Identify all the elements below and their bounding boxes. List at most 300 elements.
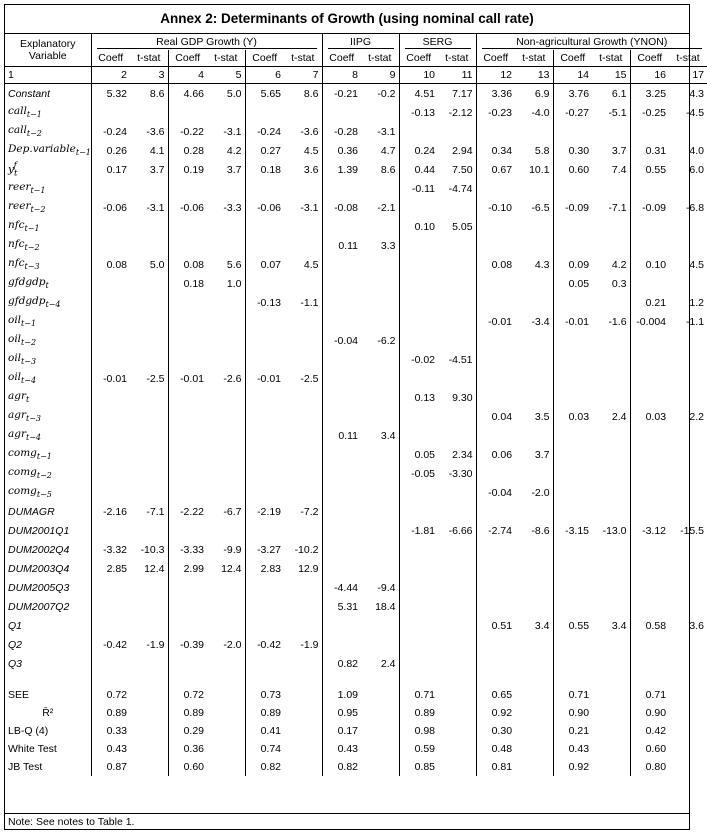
value-cell <box>515 274 553 293</box>
table-row <box>5 464 707 483</box>
value-cell <box>130 521 168 540</box>
value-cell: 0.31 <box>630 141 669 160</box>
value-cell <box>515 331 553 350</box>
value-cell <box>476 293 515 312</box>
value-cell <box>630 559 669 578</box>
value-cell: -0.2 <box>377 87 396 100</box>
value-cell <box>322 521 361 540</box>
table-row <box>5 236 707 255</box>
value-cell <box>130 179 168 198</box>
value-cell <box>91 654 130 673</box>
stat-label: White Test <box>8 743 57 755</box>
value-cell: -6.7 <box>223 505 242 518</box>
value-cell <box>91 293 130 312</box>
value-cell: 0.10 <box>399 217 438 236</box>
value-cell <box>284 217 322 236</box>
value-cell: 4.0 <box>689 144 705 157</box>
table-row <box>5 388 707 407</box>
value-cell <box>630 274 669 293</box>
value-cell <box>130 597 168 616</box>
stat-row <box>5 758 707 776</box>
value-cell <box>245 274 284 293</box>
stat-value-cell: 0.92 <box>476 704 515 722</box>
value-cell: 0.13 <box>399 388 438 407</box>
table-title: Annex 2: Determinants of Growth (using nominal call rate) <box>5 5 689 34</box>
table-row <box>5 160 707 179</box>
stat-value-cell: 0.29 <box>168 722 207 740</box>
value-cell: -0.22 <box>168 122 207 141</box>
value-cell: 2.83 <box>245 559 284 578</box>
subheader-cell: Coeff <box>630 50 669 67</box>
value-cell <box>130 578 168 597</box>
stat-value-cell: 0.59 <box>399 740 438 758</box>
value-cell <box>592 502 630 521</box>
value-cell: 5.0 <box>149 258 165 271</box>
table-row <box>5 502 707 521</box>
value-cell <box>322 540 361 559</box>
value-cell: 6.9 <box>534 87 550 100</box>
subheader-cell: Coeff <box>245 50 284 67</box>
value-cell <box>207 521 245 540</box>
value-cell <box>438 122 476 141</box>
subheader-cell: t-stat <box>284 50 322 67</box>
value-cell: -3.32 <box>91 540 130 559</box>
value-cell: -2.19 <box>245 502 284 521</box>
stat-value-cell: 0.43 <box>322 740 361 758</box>
row-label: call$_{t-1}$ <box>8 105 42 120</box>
group-header-row <box>5 34 707 50</box>
stat-value-cell: 0.82 <box>322 758 361 776</box>
subheader-cell: t-stat <box>592 50 630 67</box>
stat-value-cell: 0.72 <box>168 686 207 704</box>
value-cell <box>669 597 707 616</box>
column-number-cell: 17 <box>669 67 707 84</box>
value-cell: -0.06 <box>245 198 284 217</box>
stat-value-cell: 0.87 <box>91 758 130 776</box>
group-serg: SERG <box>399 34 476 50</box>
value-cell <box>91 578 130 597</box>
value-cell <box>168 597 207 616</box>
value-cell: -0.01 <box>168 369 207 388</box>
row-label: Q3 <box>8 657 23 670</box>
subheader-cell: Coeff <box>476 50 515 67</box>
column-number-cell: 7 <box>284 67 322 84</box>
row-label: oil$_{t-2}$ <box>8 333 37 348</box>
value-cell: 0.26 <box>91 141 130 160</box>
value-cell <box>130 445 168 464</box>
value-cell: 4.2 <box>611 258 627 271</box>
value-cell <box>438 578 476 597</box>
value-cell <box>399 369 438 388</box>
value-cell: -3.15 <box>553 521 592 540</box>
value-cell: -4.5 <box>685 106 705 119</box>
value-cell <box>168 445 207 464</box>
value-cell: -3.27 <box>245 540 284 559</box>
value-cell: -3.12 <box>630 521 669 540</box>
value-cell <box>207 464 245 483</box>
table-row <box>5 350 707 369</box>
value-cell: 9.30 <box>452 391 473 404</box>
value-cell <box>130 312 168 331</box>
value-cell: -2.1 <box>377 201 396 214</box>
value-cell <box>553 483 592 502</box>
stat-value-cell: 0.81 <box>476 758 515 776</box>
value-cell <box>361 350 399 369</box>
value-cell <box>515 217 553 236</box>
stat-value-cell: 0.33 <box>91 722 130 740</box>
value-cell <box>476 388 515 407</box>
value-cell <box>130 217 168 236</box>
value-cell <box>130 388 168 407</box>
value-cell <box>130 350 168 369</box>
value-cell <box>361 179 399 198</box>
value-cell <box>592 350 630 369</box>
value-cell: 3.3 <box>380 239 396 252</box>
row-label: nfc$_{t-3}$ <box>8 257 40 272</box>
stat-value-cell: 0.71 <box>553 686 592 704</box>
value-cell <box>553 122 592 141</box>
column-number-cell: 12 <box>476 67 515 84</box>
value-cell <box>592 578 630 597</box>
value-cell: 4.66 <box>168 84 207 104</box>
value-cell <box>245 179 284 198</box>
value-cell: 0.09 <box>553 255 592 274</box>
row-label: $y_t^f$ <box>8 160 18 179</box>
value-cell: -0.02 <box>399 350 438 369</box>
value-cell <box>669 483 707 502</box>
value-cell <box>130 464 168 483</box>
table-row <box>5 426 707 445</box>
value-cell <box>669 350 707 369</box>
value-cell <box>245 464 284 483</box>
value-cell <box>284 426 322 445</box>
value-cell: -3.1 <box>223 125 242 138</box>
value-cell: 0.3 <box>611 277 627 290</box>
value-cell <box>553 369 592 388</box>
value-cell: 0.11 <box>322 426 361 445</box>
subheader-cell: Coeff <box>553 50 592 67</box>
value-cell <box>91 483 130 502</box>
value-cell: -2.5 <box>300 372 319 385</box>
table-row <box>5 407 707 426</box>
value-cell <box>322 274 361 293</box>
value-cell: 3.36 <box>476 84 515 104</box>
value-cell: 2.34 <box>452 448 473 461</box>
value-cell <box>515 540 553 559</box>
stat-value-cell: 0.72 <box>91 686 130 704</box>
value-cell <box>207 312 245 331</box>
value-cell <box>399 255 438 274</box>
value-cell <box>553 597 592 616</box>
value-cell <box>361 445 399 464</box>
value-cell <box>592 217 630 236</box>
value-cell <box>399 331 438 350</box>
table-row <box>5 198 707 217</box>
row-label: Constant <box>8 87 51 100</box>
value-cell: 4.7 <box>380 144 396 157</box>
value-cell <box>361 521 399 540</box>
value-cell: -2.6 <box>223 372 242 385</box>
value-cell: 0.27 <box>245 141 284 160</box>
value-cell <box>669 388 707 407</box>
value-cell: -0.01 <box>245 369 284 388</box>
value-cell <box>630 540 669 559</box>
value-cell: 0.05 <box>553 274 592 293</box>
value-cell <box>630 635 669 654</box>
value-cell: 3.7 <box>149 163 165 176</box>
value-cell: -0.05 <box>399 464 438 483</box>
value-cell: 0.03 <box>630 407 669 426</box>
value-cell <box>476 179 515 198</box>
value-cell: 3.5 <box>534 410 550 423</box>
value-cell <box>669 426 707 445</box>
value-cell: 0.07 <box>245 255 284 274</box>
value-cell <box>168 521 207 540</box>
value-cell: -15.5 <box>680 524 705 537</box>
value-cell: 0.55 <box>553 616 592 635</box>
value-cell <box>592 445 630 464</box>
value-cell <box>245 521 284 540</box>
value-cell <box>322 179 361 198</box>
subheader-row <box>5 50 707 67</box>
stat-value-cell: 0.74 <box>245 740 284 758</box>
value-cell: -1.9 <box>146 638 165 651</box>
value-cell: 18.4 <box>375 600 396 613</box>
value-cell: -1.1 <box>300 296 319 309</box>
value-cell: 0.03 <box>553 407 592 426</box>
value-cell <box>669 122 707 141</box>
value-cell: -1.81 <box>399 521 438 540</box>
value-cell <box>361 312 399 331</box>
row-label: comg$_{t-1}$ <box>8 447 52 462</box>
value-cell <box>438 369 476 388</box>
value-cell: -7.1 <box>146 505 165 518</box>
value-cell: 3.4 <box>534 619 550 632</box>
value-cell <box>669 179 707 198</box>
stat-value-cell: 0.60 <box>630 740 669 758</box>
value-cell <box>322 255 361 274</box>
column-number-cell: 4 <box>168 67 207 84</box>
value-cell <box>284 483 322 502</box>
value-cell: 0.18 <box>168 274 207 293</box>
value-cell <box>553 217 592 236</box>
value-cell <box>438 654 476 673</box>
value-cell <box>207 483 245 502</box>
value-cell: 0.06 <box>476 445 515 464</box>
subheader-cell: Coeff <box>399 50 438 67</box>
stat-label: SEE <box>8 689 30 701</box>
value-cell: -0.24 <box>91 122 130 141</box>
value-cell <box>168 483 207 502</box>
value-cell <box>207 179 245 198</box>
table-row <box>5 559 707 578</box>
value-cell <box>438 312 476 331</box>
row-label: DUM2002Q4 <box>8 543 70 556</box>
value-cell <box>553 464 592 483</box>
value-cell <box>592 540 630 559</box>
value-cell <box>630 578 669 597</box>
value-cell <box>399 483 438 502</box>
value-cell: -0.06 <box>91 198 130 217</box>
value-cell <box>322 483 361 502</box>
column-number-row <box>5 67 707 84</box>
value-cell <box>284 274 322 293</box>
value-cell <box>476 217 515 236</box>
row-label: DUM2001Q1 <box>8 524 70 537</box>
value-cell <box>284 654 322 673</box>
value-cell <box>630 597 669 616</box>
value-cell <box>592 122 630 141</box>
value-cell <box>207 407 245 426</box>
value-cell: 5.0 <box>226 87 242 100</box>
subheader-cell: Coeff <box>168 50 207 67</box>
value-cell <box>476 597 515 616</box>
value-cell <box>361 217 399 236</box>
value-cell <box>361 540 399 559</box>
subheader-cell: Coeff <box>322 50 361 67</box>
value-cell <box>476 350 515 369</box>
value-cell <box>168 407 207 426</box>
value-cell <box>361 293 399 312</box>
value-cell: -5.1 <box>608 106 627 119</box>
stat-label: JB Test <box>8 761 43 773</box>
value-cell <box>669 464 707 483</box>
value-cell: 0.19 <box>168 160 207 179</box>
value-cell <box>322 350 361 369</box>
value-cell <box>399 559 438 578</box>
value-cell: 7.4 <box>611 163 627 176</box>
value-cell <box>207 293 245 312</box>
value-cell <box>91 426 130 445</box>
value-cell: -3.1 <box>300 201 319 214</box>
value-cell <box>630 350 669 369</box>
value-cell <box>361 616 399 635</box>
value-cell: 12.4 <box>144 562 165 575</box>
value-cell <box>361 407 399 426</box>
value-cell <box>245 217 284 236</box>
value-cell <box>322 103 361 122</box>
value-cell <box>592 293 630 312</box>
value-cell: 3.4 <box>380 429 396 442</box>
value-cell <box>91 103 130 122</box>
value-cell <box>168 331 207 350</box>
table-row <box>5 122 707 141</box>
value-cell: 7.17 <box>452 87 473 100</box>
value-cell: -10.2 <box>294 543 319 556</box>
value-cell <box>245 407 284 426</box>
value-cell: 0.30 <box>553 141 592 160</box>
value-cell <box>322 502 361 521</box>
row-label: comg$_{t-2}$ <box>8 466 52 481</box>
value-cell <box>284 236 322 255</box>
value-cell: -3.33 <box>168 540 207 559</box>
stat-row <box>5 722 707 740</box>
subheader-cell: t-stat <box>130 50 168 67</box>
value-cell <box>592 331 630 350</box>
value-cell <box>630 483 669 502</box>
stat-value-cell: 0.89 <box>168 704 207 722</box>
value-cell <box>515 236 553 255</box>
row-label: nfc$_{t-2}$ <box>8 238 40 253</box>
value-cell <box>399 122 438 141</box>
value-cell: -0.42 <box>245 635 284 654</box>
value-cell <box>207 217 245 236</box>
value-cell <box>361 483 399 502</box>
value-cell <box>284 578 322 597</box>
subheader-cell: t-stat <box>669 50 707 67</box>
stat-value-cell: 0.71 <box>399 686 438 704</box>
value-cell <box>168 103 207 122</box>
value-cell <box>476 369 515 388</box>
stat-value-cell: 0.85 <box>399 758 438 776</box>
value-cell <box>361 464 399 483</box>
value-cell <box>592 369 630 388</box>
value-cell <box>207 445 245 464</box>
table-row <box>5 141 707 160</box>
column-number-cell: 2 <box>91 67 130 84</box>
value-cell <box>515 293 553 312</box>
value-cell: 3.6 <box>303 163 319 176</box>
value-cell: 0.24 <box>399 141 438 160</box>
value-cell <box>669 502 707 521</box>
value-cell <box>399 407 438 426</box>
value-cell <box>322 445 361 464</box>
subheader-cell: t-stat <box>207 50 245 67</box>
value-cell: -0.13 <box>399 103 438 122</box>
value-cell <box>515 426 553 445</box>
value-cell <box>399 274 438 293</box>
value-cell <box>130 236 168 255</box>
value-cell: -3.1 <box>146 201 165 214</box>
value-cell: 4.5 <box>689 258 705 271</box>
value-cell <box>91 616 130 635</box>
value-cell: -0.13 <box>245 293 284 312</box>
row-label: DUM2003Q4 <box>8 562 70 575</box>
value-cell <box>553 559 592 578</box>
value-cell <box>669 331 707 350</box>
value-cell: 6.0 <box>689 163 705 176</box>
value-cell <box>91 236 130 255</box>
value-cell: -0.04 <box>476 483 515 502</box>
value-cell <box>168 293 207 312</box>
value-cell <box>399 312 438 331</box>
value-cell <box>91 445 130 464</box>
stat-value-cell: 0.71 <box>630 686 669 704</box>
stat-value-cell: 0.65 <box>476 686 515 704</box>
stat-value-cell: 0.48 <box>476 740 515 758</box>
value-cell: 0.67 <box>476 160 515 179</box>
value-cell <box>245 426 284 445</box>
stat-value-cell: 0.98 <box>399 722 438 740</box>
row-label: oil$_{t-1}$ <box>8 314 37 329</box>
value-cell: -0.09 <box>553 198 592 217</box>
value-cell <box>553 540 592 559</box>
value-cell: 4.3 <box>534 258 550 271</box>
table-row <box>5 445 707 464</box>
value-cell: -3.1 <box>377 125 396 138</box>
regression-table <box>5 34 707 776</box>
row-label: agr$_t$ <box>8 390 30 405</box>
value-cell <box>438 540 476 559</box>
value-cell <box>91 179 130 198</box>
value-cell <box>168 217 207 236</box>
table-row <box>5 255 707 274</box>
value-cell <box>168 350 207 369</box>
value-cell <box>515 654 553 673</box>
stat-value-cell: 0.41 <box>245 722 284 740</box>
value-cell <box>438 293 476 312</box>
row-label: Q1 <box>8 619 23 632</box>
